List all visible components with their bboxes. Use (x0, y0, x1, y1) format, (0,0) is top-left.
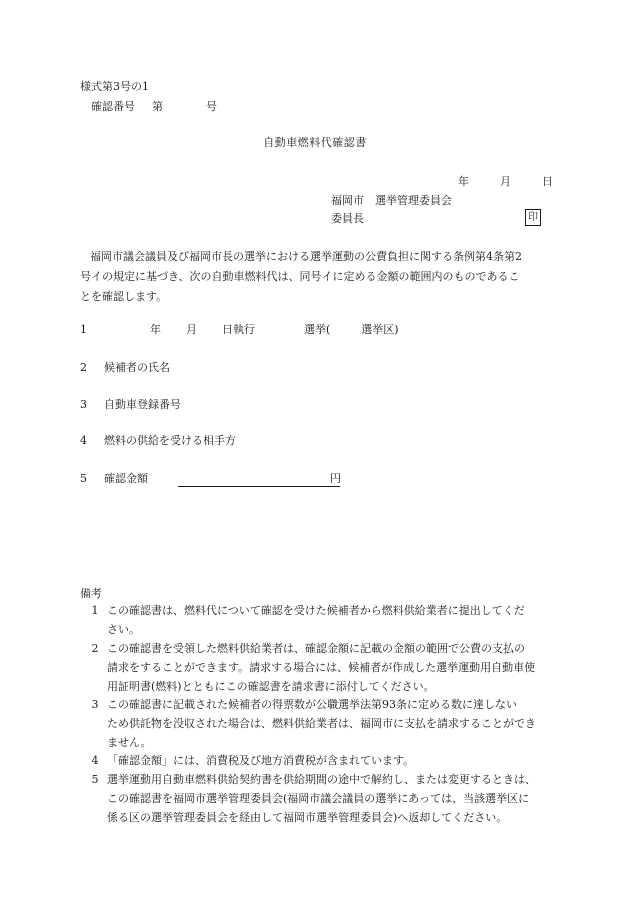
note-number: 2 (91, 642, 99, 655)
confirmation-number-dai: 第 (152, 100, 163, 113)
amount-underline (178, 485, 340, 487)
document-title: 自動車燃料代確認書 (263, 136, 367, 149)
item-election-date (80, 323, 399, 337)
amount-unit: 円 (330, 472, 341, 485)
note-item (89, 601, 559, 639)
item-number: 2 (80, 361, 87, 374)
item-day-exec: 日執行 (222, 323, 255, 336)
note-item (89, 751, 559, 770)
issuer-organization: 福岡市 選挙管理委員会 (331, 194, 452, 207)
item-fuel-supplier (80, 434, 236, 448)
statement-line: 号イの規定に基づき、次の自動車燃料代は、同号イに定める金額の範囲内のものであるこ (80, 270, 520, 283)
note-line: この確認書に記載された候補者の得票数が公職選挙法第93条に定める数に達しない (107, 698, 517, 711)
statement-line: 福岡市議会議員及び福岡市長の選挙における選挙運動の公費負担に関する条例第4条第2 (90, 250, 522, 263)
item-month: 月 (186, 323, 197, 336)
item-election: 選挙( (304, 323, 331, 336)
item-number: 4 (80, 434, 87, 447)
item-candidate-name (80, 361, 170, 375)
note-line: ため供託物を没収された場合は、燃料供給業者は、福岡市に支払を請求することができ (107, 717, 536, 730)
issuer-chairman: 委員長 (331, 212, 364, 225)
item-label: 燃料の供給を受ける相手方 (104, 434, 236, 447)
item-number: 3 (80, 398, 87, 411)
note-line: 係る区の選挙管理委員会を経由して福岡市選挙管理委員会)へ返却してください。 (107, 811, 508, 824)
item-district: 選挙区) (361, 323, 399, 336)
note-line: さい。 (107, 623, 140, 636)
note-line: 請求をすることができます。請求する場合には、候補者が作成した選挙運動用自動車使 (107, 661, 536, 674)
note-line: ません。 (107, 736, 152, 749)
note-item (89, 695, 559, 752)
note-line: この確認書は、燃料代について確認を受けた候補者から燃料供給業者に提出してくだ (107, 604, 525, 617)
item-vehicle-registration (80, 398, 181, 412)
item-label: 自動車登録番号 (104, 398, 181, 411)
note-item (89, 639, 559, 696)
note-line: 「確認金額」には、消費税及び地方消費税が含まれています。 (107, 754, 415, 767)
notes-heading: 備考 (80, 587, 102, 600)
item-label: 確認金額 (104, 472, 148, 485)
note-number: 4 (91, 754, 99, 767)
item-number: 1 (80, 323, 87, 336)
date-year: 年 (458, 175, 469, 188)
note-number: 3 (91, 698, 99, 711)
note-line: 選挙運動用自動車燃料供給契約書を供給期間の途中で解約し、または変更するときは、 (107, 773, 536, 786)
statement-line: とを確認します。 (80, 290, 168, 303)
note-line: この確認書を福岡市選挙管理委員会(福岡市議会議員の選挙にあっては、当該選挙区に (107, 792, 530, 805)
note-number: 5 (91, 773, 99, 786)
confirmation-number (91, 100, 217, 114)
item-number: 5 (80, 472, 87, 485)
note-line: 用証明書(燃料)とともにこの確認書を請求書に添付してください。 (107, 680, 435, 693)
form-number: 様式第3号の1 (80, 80, 149, 93)
note-number: 1 (91, 604, 99, 617)
issue-date (458, 175, 553, 189)
date-day: 日 (542, 175, 553, 188)
seal-mark: 印 (525, 209, 541, 226)
date-month: 月 (500, 175, 511, 188)
confirmation-number-label: 確認番号 (91, 100, 135, 113)
item-confirmed-amount (80, 472, 148, 486)
item-label: 候補者の氏名 (104, 361, 170, 374)
item-year: 年 (150, 323, 161, 336)
confirmation-number-go: 号 (206, 100, 217, 113)
confirmation-statement (80, 247, 558, 307)
note-line: この確認書を受領した燃料供給業者は、確認金額に記載の金額の範囲で公費の支払の (107, 642, 525, 655)
note-item (89, 770, 559, 827)
